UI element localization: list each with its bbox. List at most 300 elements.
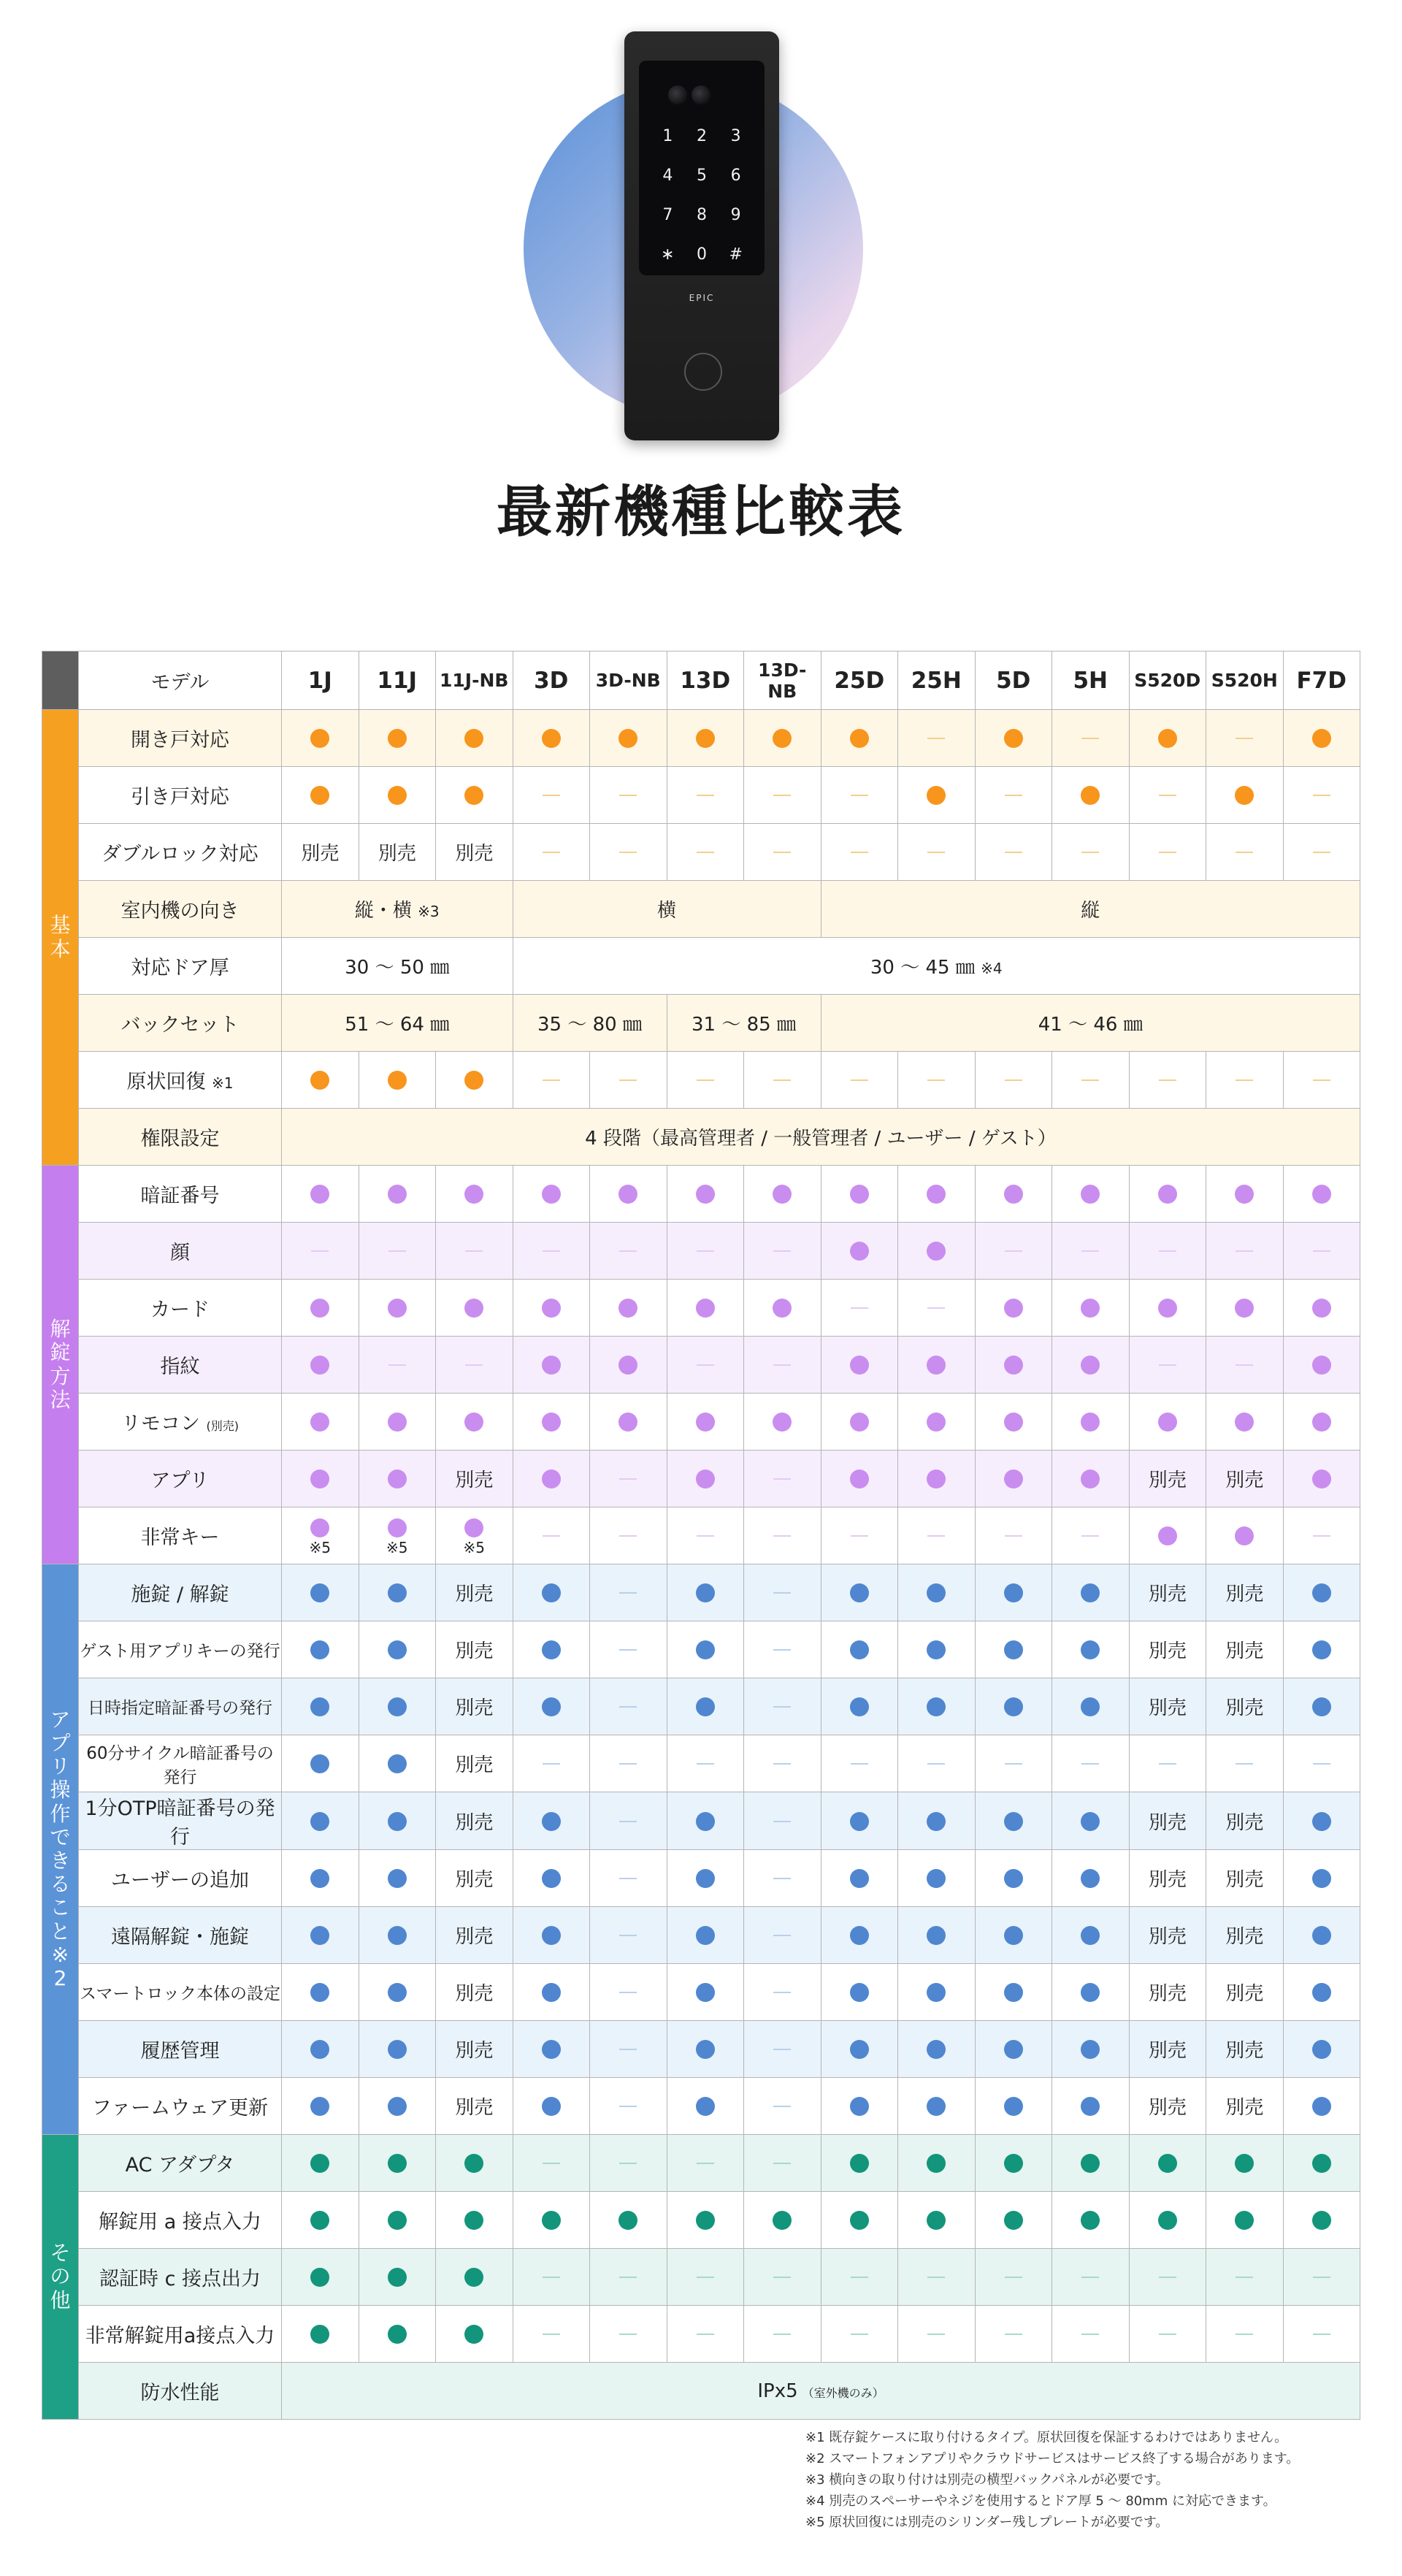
supported-dot-icon	[1312, 1185, 1331, 1204]
supported-dot-icon	[850, 1697, 869, 1716]
supported-dot-cell	[513, 1280, 590, 1337]
spanned-value-cell	[282, 995, 513, 1052]
table-row	[42, 710, 1360, 767]
dash-icon	[619, 1763, 637, 1765]
unsupported-dash-cell	[513, 1052, 590, 1109]
footnote-item: ※5 原状回復には別売のシリンダー残しプレートが必要です。	[805, 2515, 1169, 2530]
row-label-text: 履歴管理	[140, 2040, 220, 2063]
supported-dot-icon	[927, 2154, 946, 2173]
supported-dot-icon	[696, 1926, 715, 1945]
supported-dot-icon	[850, 1413, 869, 1432]
dash-icon	[543, 1535, 560, 1537]
dash-icon	[543, 852, 560, 853]
row-label	[79, 1451, 282, 1507]
supported-dot-cell	[1206, 767, 1284, 824]
keypad-key: 9	[730, 206, 741, 224]
row-label-text: 室内機の向き	[120, 900, 240, 922]
table-row	[42, 1850, 1360, 1907]
supported-dot-cell	[975, 710, 1052, 767]
unsupported-dash-cell	[898, 2306, 976, 2363]
supported-dot-cell	[898, 1964, 976, 2021]
table-row	[42, 1621, 1360, 1678]
supported-dot-icon	[542, 1299, 561, 1318]
unsupported-dash-cell	[1283, 2306, 1360, 2363]
row-label-text: カード	[150, 1299, 210, 1321]
row-label	[79, 1166, 282, 1223]
supported-dot-icon	[1004, 1926, 1023, 1945]
supported-dot-cell	[359, 1451, 436, 1507]
cell-text: 別売	[1148, 2040, 1187, 2062]
supported-dot-cell	[898, 1451, 976, 1507]
supported-dot-icon	[310, 2154, 329, 2173]
supported-dot-cell	[975, 1964, 1052, 2021]
dash-icon	[1081, 1535, 1099, 1537]
unsupported-dash-cell	[898, 2249, 976, 2306]
value-cell	[436, 1907, 513, 1964]
supported-dot-cell	[1052, 2021, 1130, 2078]
supported-dot-cell	[975, 1394, 1052, 1451]
cell-text: 別売	[1148, 1926, 1187, 1948]
supported-dot-cell	[1283, 1850, 1360, 1907]
dash-icon	[927, 738, 945, 739]
supported-dot-icon	[1158, 2211, 1177, 2230]
supported-dot-cell	[975, 1166, 1052, 1223]
unsupported-dash-cell	[744, 2021, 821, 2078]
supported-dot-cell	[1129, 2135, 1206, 2192]
unsupported-dash-cell	[590, 2249, 667, 2306]
cell-text: 別売	[1225, 1811, 1264, 1834]
unsupported-dash-cell	[744, 1621, 821, 1678]
supported-dot-cell	[821, 1223, 898, 1280]
unsupported-dash-cell	[744, 1850, 821, 1907]
supported-dot-cell	[975, 1850, 1052, 1907]
dash-icon	[1313, 1535, 1330, 1537]
dash-icon	[619, 1478, 637, 1480]
row-label-text: リモコン	[120, 1413, 207, 1435]
supported-dot-icon	[927, 1356, 946, 1375]
value-cell	[436, 2078, 513, 2135]
supported-dot-cell	[898, 1564, 976, 1621]
row-label-text: 防水性能	[140, 2382, 220, 2404]
cell-text: 別売	[1225, 1469, 1264, 1491]
value-cell	[1129, 1451, 1206, 1507]
hero	[0, 0, 1402, 584]
model-header-5d: 5D	[975, 651, 1052, 710]
unsupported-dash-cell	[590, 1451, 667, 1507]
dash-icon	[1159, 1364, 1176, 1366]
supported-dot-cell	[898, 1907, 976, 1964]
dash-icon	[465, 1250, 483, 1252]
cell-text: 別売	[1225, 1869, 1264, 1891]
keypad-key: 3	[730, 127, 741, 145]
supported-dot-cell	[1052, 2192, 1130, 2249]
value-cell	[1206, 1621, 1284, 1678]
supported-dot-icon	[1158, 2154, 1177, 2173]
unsupported-dash-cell	[744, 1223, 821, 1280]
table-row	[42, 1394, 1360, 1451]
supported-dot-icon	[464, 729, 483, 748]
supported-dot-cell	[975, 2192, 1052, 2249]
row-label-text: ダブルロック対応	[101, 843, 258, 865]
spanned-value-cell	[513, 995, 667, 1052]
unsupported-dash-cell	[513, 824, 590, 881]
supported-dot-cell	[667, 2192, 744, 2249]
supported-dot-icon	[464, 2154, 483, 2173]
category-text: 基本	[50, 913, 71, 961]
supported-dot-icon	[542, 1869, 561, 1888]
supported-dot-cell	[282, 2078, 359, 2135]
supported-dot-cell	[667, 1621, 744, 1678]
supported-dot-cell	[1052, 1907, 1130, 1964]
unsupported-dash-cell	[590, 824, 667, 881]
unsupported-dash-cell	[898, 1280, 976, 1337]
cell-text: 別売	[1225, 1697, 1264, 1719]
table-row	[42, 2135, 1360, 2192]
dash-icon	[1081, 852, 1099, 853]
supported-dot-cell	[975, 2078, 1052, 2135]
spanned-value-cell	[513, 938, 1360, 995]
supported-dot-cell	[898, 1621, 976, 1678]
supported-dot-cell	[1283, 1792, 1360, 1850]
cell-text: 別売	[1148, 1983, 1187, 2005]
supported-dot-cell	[513, 1394, 590, 1451]
dash-icon	[773, 1478, 791, 1480]
supported-dot-icon	[1081, 1697, 1100, 1716]
dash-icon	[851, 795, 868, 796]
supported-dot-icon	[1081, 1869, 1100, 1888]
row-label	[79, 881, 282, 938]
supported-dot-cell	[821, 1621, 898, 1678]
supported-dot-cell	[359, 1052, 436, 1109]
supported-dot-cell	[282, 1678, 359, 1735]
unsupported-dash-cell	[1283, 1735, 1360, 1792]
dash-icon	[1236, 1364, 1253, 1366]
dash-icon	[543, 795, 560, 796]
supported-dot-cell	[513, 1964, 590, 2021]
cell-text: 横	[656, 900, 676, 922]
supported-dot-cell	[282, 1792, 359, 1850]
row-label	[79, 1564, 282, 1621]
supported-dot-cell	[436, 1280, 513, 1337]
row-label-text: 開き戸対応	[131, 729, 229, 752]
supported-dot-icon	[542, 2097, 561, 2116]
unsupported-dash-cell	[1052, 2306, 1130, 2363]
cell-text: 30 ～ 45 ㎜	[870, 957, 981, 979]
supported-dot-icon	[542, 1469, 561, 1488]
model-header-11j: 11J	[359, 651, 436, 710]
supported-dot-icon	[1081, 2097, 1100, 2116]
supported-dot-icon	[1081, 2040, 1100, 2059]
supported-dot-cell	[821, 1564, 898, 1621]
supported-dot-cell	[1283, 1166, 1360, 1223]
footnote-ref: ※3	[418, 903, 440, 920]
table-row	[42, 2363, 1360, 2420]
supported-dot-icon	[1004, 1583, 1023, 1602]
supported-dot-icon	[696, 1869, 715, 1888]
supported-dot-cell	[282, 1850, 359, 1907]
supported-dot-cell	[975, 1280, 1052, 1337]
supported-dot-cell	[1129, 1280, 1206, 1337]
footnote-ref: ※1	[212, 1074, 234, 1092]
row-label	[79, 2363, 282, 2420]
keypad-key: ∗	[661, 245, 675, 264]
table-row	[42, 2078, 1360, 2135]
dash-icon	[543, 1079, 560, 1081]
model-header-3d: 3D	[513, 651, 590, 710]
spanned-value-cell	[282, 1109, 1360, 1166]
supported-dot-icon	[310, 2097, 329, 2116]
model-header-1j: 1J	[282, 651, 359, 710]
dash-icon	[773, 2049, 791, 2050]
row-label	[79, 1280, 282, 1337]
supported-dot-icon	[618, 2211, 637, 2230]
supported-dot-cell	[821, 710, 898, 767]
supported-dot-icon	[1081, 2211, 1100, 2230]
dash-icon	[1081, 1763, 1099, 1765]
supported-dot-icon	[850, 2040, 869, 2059]
supported-dot-icon	[618, 1299, 637, 1318]
dash-icon	[543, 1763, 560, 1765]
dash-icon	[1313, 1079, 1330, 1081]
supported-dot-icon	[542, 1640, 561, 1659]
row-label-text: 日時指定暗証番号の発行	[88, 1699, 272, 1718]
dash-icon	[619, 2106, 637, 2107]
supported-dot-icon	[310, 1812, 329, 1831]
supported-dot-icon	[1081, 1299, 1100, 1318]
table-row	[42, 1109, 1360, 1166]
cell-text: 別売	[1148, 1869, 1187, 1891]
unsupported-dash-cell	[513, 1223, 590, 1280]
unsupported-dash-cell	[1283, 1507, 1360, 1564]
cell-text: 別売	[1225, 1640, 1264, 1662]
row-label-text: 対応ドア厚	[131, 957, 229, 979]
supported-dot-icon	[388, 1926, 407, 1945]
cell-text: 別売	[1225, 1983, 1264, 2005]
supported-dot-icon	[850, 2097, 869, 2116]
row-label	[79, 2192, 282, 2249]
dash-icon	[773, 1706, 791, 1708]
value-cell	[1129, 1621, 1206, 1678]
table-row	[42, 1907, 1360, 1964]
supported-dot-cell	[821, 1907, 898, 1964]
dash-icon	[697, 795, 714, 796]
keypad-key: 8	[696, 206, 707, 224]
supported-dot-icon	[618, 1413, 637, 1432]
unsupported-dash-cell	[821, 1735, 898, 1792]
table-row	[42, 1678, 1360, 1735]
supported-dot-cell	[1283, 1678, 1360, 1735]
supported-dot-cell	[821, 1451, 898, 1507]
supported-dot-cell	[1206, 1394, 1284, 1451]
value-cell	[282, 824, 359, 881]
unsupported-dash-cell	[744, 2078, 821, 2135]
supported-dot-cell	[513, 1621, 590, 1678]
table-row	[42, 995, 1360, 1052]
unsupported-dash-cell	[590, 2021, 667, 2078]
unsupported-dash-cell	[590, 1735, 667, 1792]
supported-dot-icon	[542, 2040, 561, 2059]
supported-dot-icon	[310, 1518, 329, 1537]
supported-dot-icon	[1004, 1812, 1023, 1831]
supported-dot-cell	[436, 2192, 513, 2249]
dash-icon	[619, 1535, 637, 1537]
spanned-value-cell	[282, 2363, 1360, 2420]
supported-dot-icon	[310, 2211, 329, 2230]
unsupported-dash-cell	[1129, 1223, 1206, 1280]
dash-icon	[619, 2334, 637, 2335]
supported-dot-icon	[1004, 2040, 1023, 2059]
supported-dot-cell	[1052, 1792, 1130, 1850]
dash-icon	[927, 1763, 945, 1765]
supported-dot-cell	[1283, 1451, 1360, 1507]
supported-dot-icon	[1312, 1413, 1331, 1432]
dash-icon	[851, 1763, 868, 1765]
unsupported-dash-cell	[590, 1964, 667, 2021]
supported-dot-icon	[1312, 1812, 1331, 1831]
supported-dot-cell	[898, 2078, 976, 2135]
supported-dot-cell	[667, 1394, 744, 1451]
row-label	[79, 1052, 282, 1109]
supported-dot-cell	[359, 2135, 436, 2192]
dash-icon	[773, 1592, 791, 1594]
supported-dot-icon	[542, 1356, 561, 1375]
dash-icon	[1005, 1763, 1022, 1765]
supported-dot-icon	[1312, 1697, 1331, 1716]
dash-icon	[1313, 2277, 1330, 2278]
cell-text: 縦・横	[354, 900, 418, 922]
supported-dot-cell	[667, 2078, 744, 2135]
value-cell	[1206, 1792, 1284, 1850]
spanned-value-cell	[282, 938, 513, 995]
dash-icon	[851, 1307, 868, 1309]
supported-dot-icon	[1312, 1299, 1331, 1318]
supported-dot-icon	[464, 2211, 483, 2230]
supported-dot-cell	[1052, 2078, 1130, 2135]
supported-dot-icon	[1312, 2040, 1331, 2059]
dash-icon	[1313, 795, 1330, 796]
supported-dot-icon	[1081, 1413, 1100, 1432]
page-title: 最新機種比較表	[497, 479, 905, 544]
supported-dot-icon	[618, 1356, 637, 1375]
supported-dot-cell	[898, 1850, 976, 1907]
supported-dot-cell	[667, 1451, 744, 1507]
dash-icon	[773, 795, 791, 796]
unsupported-dash-cell	[744, 1507, 821, 1564]
supported-dot-icon	[618, 1185, 637, 1204]
dash-icon	[773, 852, 791, 853]
dash-icon	[1236, 1079, 1253, 1081]
device-keypad-screen	[639, 61, 765, 275]
dash-icon	[388, 1364, 406, 1366]
supported-dot-cell	[359, 710, 436, 767]
table-row	[42, 1792, 1360, 1850]
device-keypad	[651, 126, 753, 265]
supported-dot-icon	[850, 1869, 869, 1888]
dash-icon	[1313, 2334, 1330, 2335]
spanned-value-cell	[821, 995, 1360, 1052]
dash-icon	[1081, 2334, 1099, 2335]
dash-icon	[619, 1592, 637, 1594]
table-row	[42, 767, 1360, 824]
unsupported-dash-cell	[898, 710, 976, 767]
supported-dot-cell	[282, 2135, 359, 2192]
unsupported-dash-cell	[975, 2249, 1052, 2306]
value-cell	[1206, 1964, 1284, 2021]
supported-dot-cell	[513, 2021, 590, 2078]
value-cell	[436, 1678, 513, 1735]
model-header-5h: 5H	[1052, 651, 1130, 710]
unsupported-dash-cell	[975, 1223, 1052, 1280]
dash-icon	[773, 2106, 791, 2107]
supported-dot-cell	[513, 710, 590, 767]
supported-dot-icon	[310, 1185, 329, 1204]
row-label	[79, 1678, 282, 1735]
supported-dot-cell	[1283, 2021, 1360, 2078]
supported-dot-cell	[590, 2192, 667, 2249]
value-cell	[1129, 2021, 1206, 2078]
table-row	[42, 938, 1360, 995]
dash-icon	[851, 2277, 868, 2278]
supported-dot-icon	[310, 2268, 329, 2287]
supported-dot-cell	[821, 2192, 898, 2249]
row-label	[79, 1792, 282, 1850]
supported-dot-icon	[1158, 729, 1177, 748]
dash-icon	[927, 1535, 945, 1537]
supported-dot-cell	[282, 1507, 359, 1564]
row-label-text: 非常キー	[140, 1526, 220, 1549]
unsupported-dash-cell	[667, 1223, 744, 1280]
supported-dot-cell	[436, 2135, 513, 2192]
unsupported-dash-cell	[667, 2249, 744, 2306]
dash-icon	[1159, 795, 1176, 796]
supported-dot-cell	[1052, 2135, 1130, 2192]
supported-dot-cell	[821, 1337, 898, 1394]
model-comparison-table	[42, 651, 1360, 2420]
unsupported-dash-cell	[667, 2135, 744, 2192]
category-label-kaijo	[42, 1166, 79, 1564]
supported-dot-icon	[388, 2268, 407, 2287]
supported-dot-cell	[513, 1907, 590, 1964]
row-label	[79, 2021, 282, 2078]
keypad-key: 7	[662, 206, 673, 224]
dash-icon	[927, 2277, 945, 2278]
model-header-s520h: S520H	[1206, 651, 1284, 710]
row-label	[79, 2306, 282, 2363]
supported-dot-cell	[744, 1394, 821, 1451]
supported-dot-cell	[667, 1964, 744, 2021]
supported-dot-icon	[1004, 2097, 1023, 2116]
supported-dot-cell	[359, 1735, 436, 1792]
unsupported-dash-cell	[1206, 1337, 1284, 1394]
dash-icon	[1081, 1079, 1099, 1081]
supported-dot-icon	[542, 1983, 561, 2002]
dash-icon	[1081, 738, 1099, 739]
supported-dot-icon	[542, 1583, 561, 1602]
supported-dot-cell	[975, 2135, 1052, 2192]
supported-dot-icon	[696, 1640, 715, 1659]
supported-dot-cell	[282, 1621, 359, 1678]
supported-dot-cell	[1283, 2135, 1360, 2192]
supported-dot-icon	[1081, 1185, 1100, 1204]
keypad-key: 5	[696, 167, 707, 185]
supported-dot-cell	[513, 1850, 590, 1907]
footnotes	[805, 2427, 1390, 2533]
supported-dot-cell	[282, 2306, 359, 2363]
supported-dot-cell	[590, 1394, 667, 1451]
dash-icon	[1005, 1535, 1022, 1537]
unsupported-dash-cell	[975, 1735, 1052, 1792]
supported-dot-cell	[975, 1678, 1052, 1735]
